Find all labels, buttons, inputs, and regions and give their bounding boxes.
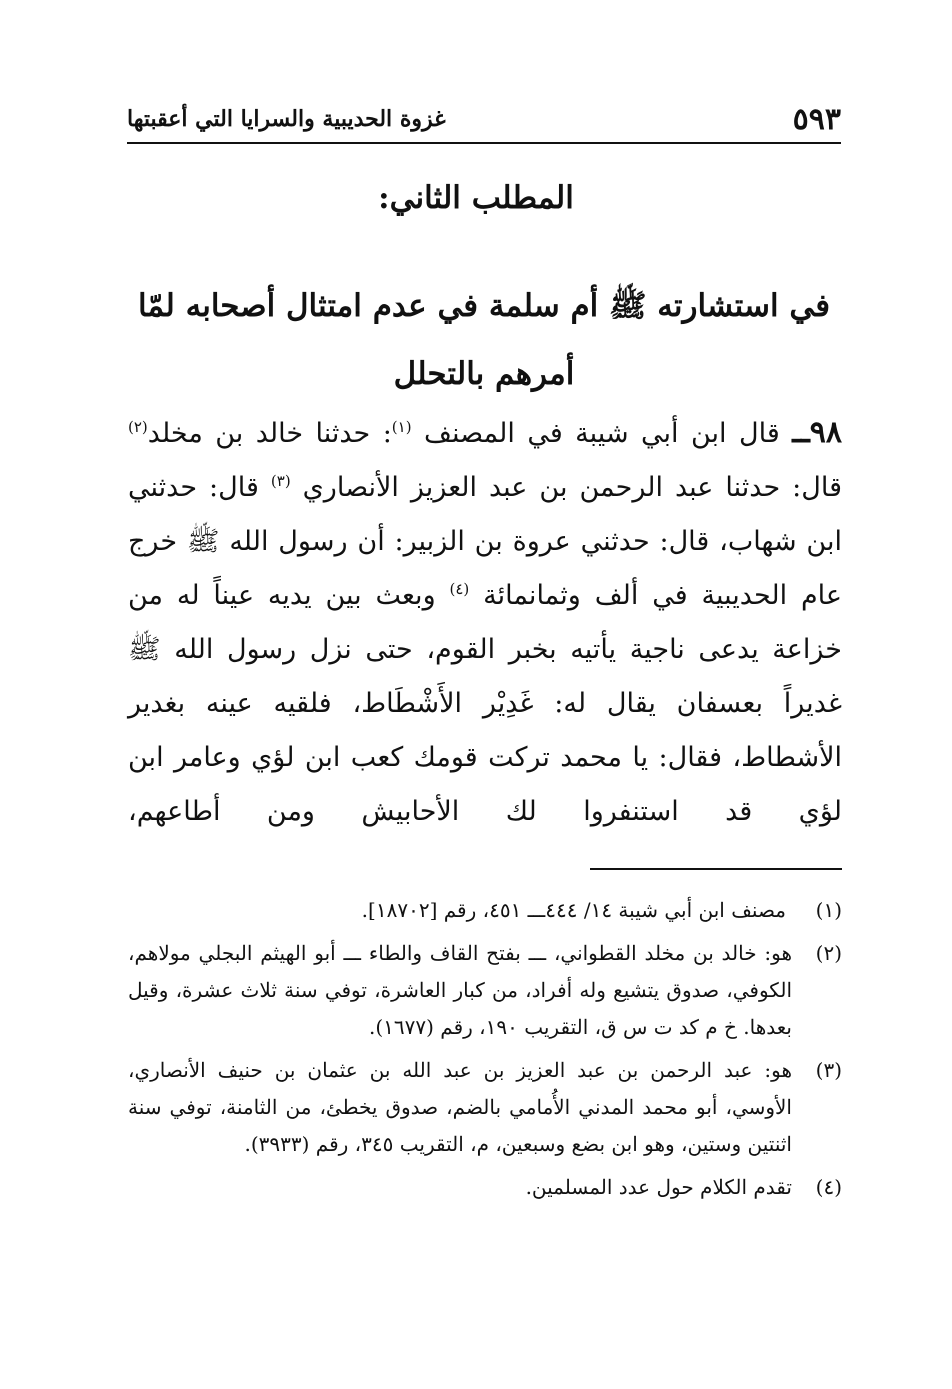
hadith-text-segment: قال: حدثني ابن شهاب، قال: حدثني عروة بن الزبير: أن رسول الله ﷺ خرج عام الحديبية في ألف وثمانمائة	[128, 472, 843, 611]
footnote-text: مصنف ابن أبي شيبة ١٤/ ٤٤٤ـــ ٤٥١، رقم [١٨٧٠٢].	[361, 898, 786, 922]
section-title: في استشارته ﷺ أم سلمة في عدم امتثال أصحابه لمّا أمرهم بالتحلل	[137, 288, 831, 392]
hadith-text-segment: : حدثنا خالد بن مخلد	[147, 418, 392, 449]
footnotes	[128, 892, 842, 1212]
hadith-text-segment: وبعث بين يديه عيناً له من خزاعة يدعى ناجية يأتيه بخبر القوم، حتى نزل رسول الله ﷺ غديراً بعسفان يقال له: غَدِيْر الأَشْطَاط، فلقيه عينه بغدير الأشطاط، فقال: يا محمد تركت قومك كعب ابن لؤي وعامر ابن لؤي قد استنفروا لك الأحابيش ومن أطاعهم،	[128, 580, 842, 827]
hadith-number: ٩٨ــ	[792, 415, 842, 450]
footnote-ref[interactable]: (١)	[391, 418, 412, 436]
running-header	[127, 98, 841, 144]
footnote-number: (١)	[815, 898, 842, 922]
footnote-item	[128, 892, 842, 929]
footnote-number: (٤)	[815, 1175, 842, 1199]
footnote-separator	[590, 868, 842, 870]
hadith-paragraph	[128, 406, 842, 839]
footnote-text: هو: عبد الرحمن بن عبد العزيز بن عبد الله بن عثمان بن حنيف الأنصاري، الأوسي، أبو محمد المدني الأُمامي بالضم، صدوق يخطئ، من الثامنة، توفي سنة اثنتين وستين، وهو ابن بضع وسبعين، م، التقريب ٣٤٥، رقم (٣٩٣٣).	[128, 1058, 792, 1156]
hadith-text-segment: قال: حدثنا عبد الرحمن بن عبد العزيز الأنصاري	[290, 472, 842, 503]
footnote-ref[interactable]: (٣)	[270, 472, 291, 490]
footnote-text: هو: خالد بن مخلد القطواني، ـــ بفتح القاف والطاء ـــ أبو الهيثم البجلي مولاهم، الكوفي، صدوق يتشيع وله أفراد، من كبار العاشرة، توفي سنة ثلاث عشرة، وقيل بعدها. خ م كد ت س ق، التقريب ١٩٠، رقم (١٦٧٧).	[128, 941, 792, 1039]
section-label: المطلب الثاني:	[378, 180, 574, 216]
footnote-number: (٣)	[815, 1058, 842, 1082]
page-number: ٥٩٣	[792, 102, 841, 137]
chapter-running-title: غزوة الحديبية والسرايا التي أعقبتها	[127, 106, 446, 132]
footnote-ref[interactable]: (٢)	[128, 418, 148, 436]
hadith-text-segment: قال ابن أبي شيبة في المصنف	[411, 418, 793, 449]
footnote-item	[128, 935, 842, 1046]
footnote-item	[128, 1052, 842, 1163]
footnote-number: (٢)	[815, 941, 842, 965]
footnote-item	[128, 1169, 842, 1206]
footnote-text: تقدم الكلام حول عدد المسلمين.	[525, 1175, 792, 1199]
footnote-ref[interactable]: (٤)	[449, 580, 470, 598]
